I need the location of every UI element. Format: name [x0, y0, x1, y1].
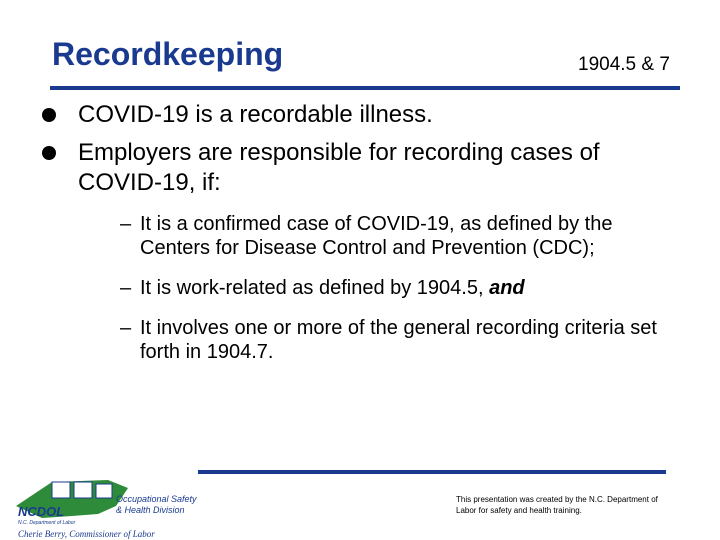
- sub-bullet-text: It is work-related as defined by 1904.5,: [140, 277, 484, 299]
- footer-notice: This presentation was created by the N.C. Department of Labor for safety and health training.: [456, 495, 658, 515]
- bullet-item: [40, 138, 680, 364]
- sub-bullet-item: [78, 212, 680, 260]
- bullet-item: [40, 100, 680, 130]
- commissioner-signature: Cherie Berry, Commissioner of Labor: [18, 529, 155, 539]
- division-line-1: Occupational Safety: [116, 494, 197, 504]
- bullet-dot-icon: [42, 108, 56, 122]
- ncdol-logo: [12, 476, 202, 540]
- dash-icon: –: [120, 277, 132, 299]
- logo-acronym: NCDOL: [18, 504, 65, 519]
- sub-bullet-item: [78, 316, 680, 364]
- dash-icon: –: [120, 317, 132, 339]
- bullet-dot-icon: [42, 146, 56, 160]
- logo-department: N.C. Department of Labor: [18, 520, 76, 526]
- worker-icon: [52, 482, 70, 498]
- page-title: Recordkeeping: [52, 36, 284, 72]
- sub-bullet-emphasis: and: [489, 277, 525, 299]
- title-divider: [50, 86, 680, 90]
- sub-bullet-text: It involves one or more of the general recording criteria set forth in 1904.7.: [140, 317, 657, 363]
- sub-bullet-text: It is a confirmed case of COVID-19, as defined by the Centers for Disease Control and Prevention (CDC);: [140, 213, 613, 259]
- section-reference: 1904.5 & 7: [578, 54, 670, 75]
- division-line-2: & Health Division: [116, 505, 185, 515]
- bullet-text: COVID-19 is a recordable illness.: [78, 101, 433, 128]
- family-icon: [74, 482, 92, 498]
- sub-bullet-list: [78, 212, 680, 364]
- dash-icon: –: [120, 213, 132, 235]
- footer-divider: [198, 470, 666, 474]
- equipment-icon: [96, 484, 112, 498]
- bullet-list: [40, 100, 680, 380]
- bullet-text: Employers are responsible for recording cases of COVID-19, if:: [78, 139, 600, 196]
- sub-bullet-item: [78, 276, 680, 300]
